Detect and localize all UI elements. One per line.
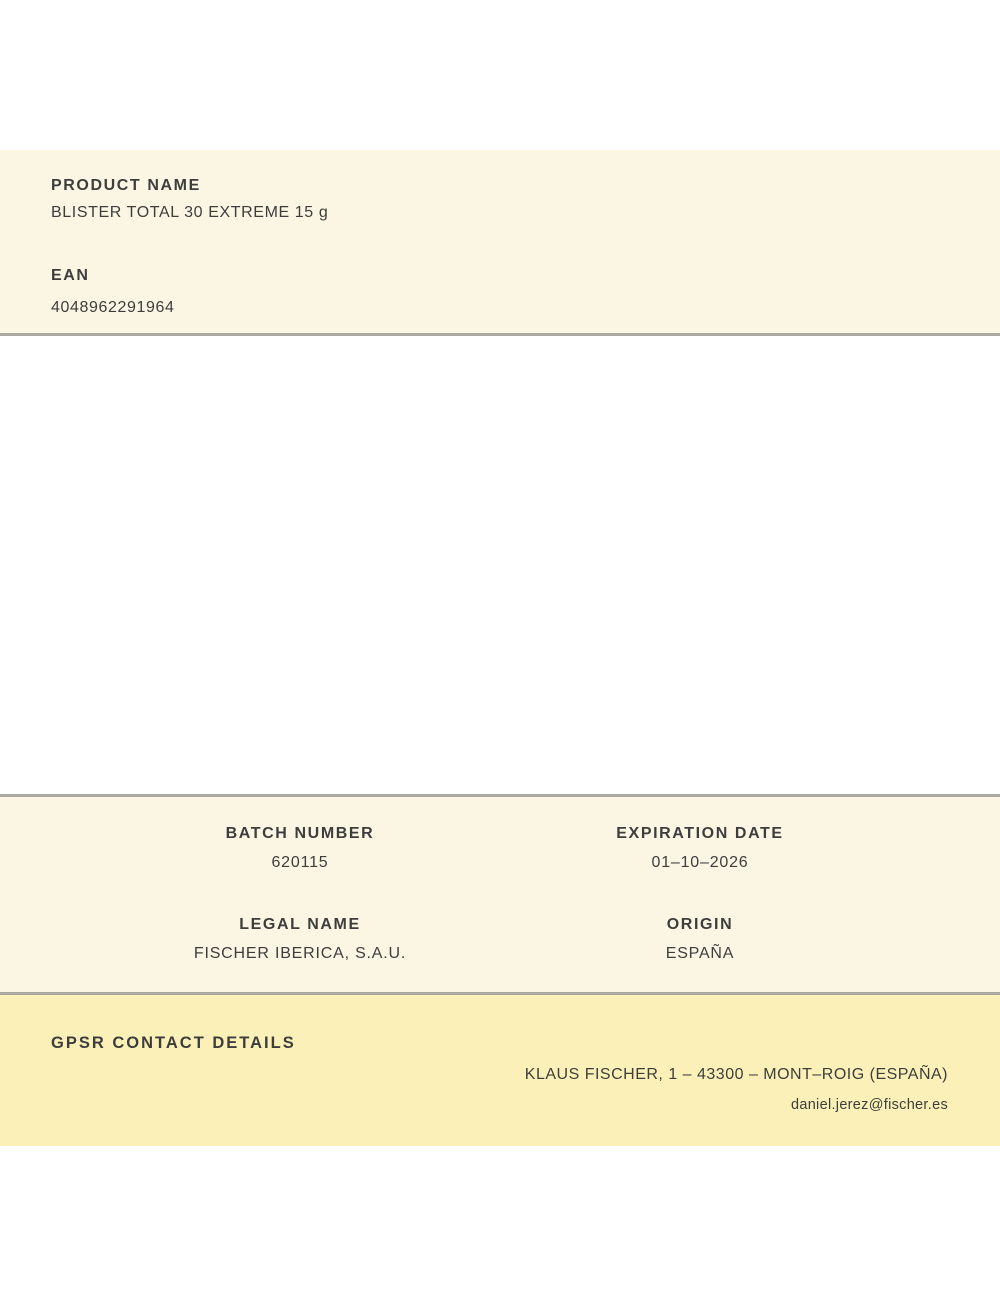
gpsr-contact-email: daniel.jerez@fischer.es	[790, 1097, 948, 1113]
ean-field	[51, 267, 949, 317]
legal-name-label: LEGAL NAME	[239, 916, 361, 933]
batch-number-field	[100, 825, 500, 872]
gpsr-contact-address: KLAUS FISCHER, 1 – 43300 – MONT–ROIG (ESPAÑA)	[524, 1066, 948, 1083]
origin-field	[500, 916, 900, 963]
details-grid	[100, 825, 900, 963]
expiration-date-field	[500, 825, 900, 872]
bottom-margin	[0, 1146, 1000, 1300]
batch-number-value: 620115	[271, 854, 329, 871]
top-margin	[0, 0, 1000, 150]
legal-name-field	[100, 916, 500, 963]
gpsr-contact-title: GPSR CONTACT DETAILS	[51, 1034, 296, 1052]
expiration-date-value: 01–10–2026	[651, 854, 749, 871]
product-name-field	[51, 177, 949, 222]
expiration-date-label: EXPIRATION DATE	[616, 825, 784, 842]
legal-name-value: FISCHER IBERICA, S.A.U.	[193, 945, 407, 962]
ean-label: EAN	[51, 267, 90, 284]
product-name-value: BLISTER TOTAL 30 EXTREME 15 g	[51, 204, 329, 221]
product-image-placeholder	[0, 336, 1000, 794]
ean-value: 4048962291964	[51, 299, 175, 316]
gpsr-contact-section	[0, 995, 1000, 1146]
product-name-label: PRODUCT NAME	[51, 177, 201, 194]
batch-number-label: BATCH NUMBER	[225, 825, 375, 842]
origin-value: ESPAÑA	[665, 945, 735, 962]
batch-details-section	[0, 794, 1000, 995]
origin-label: ORIGIN	[666, 916, 734, 933]
product-info-section	[0, 150, 1000, 336]
